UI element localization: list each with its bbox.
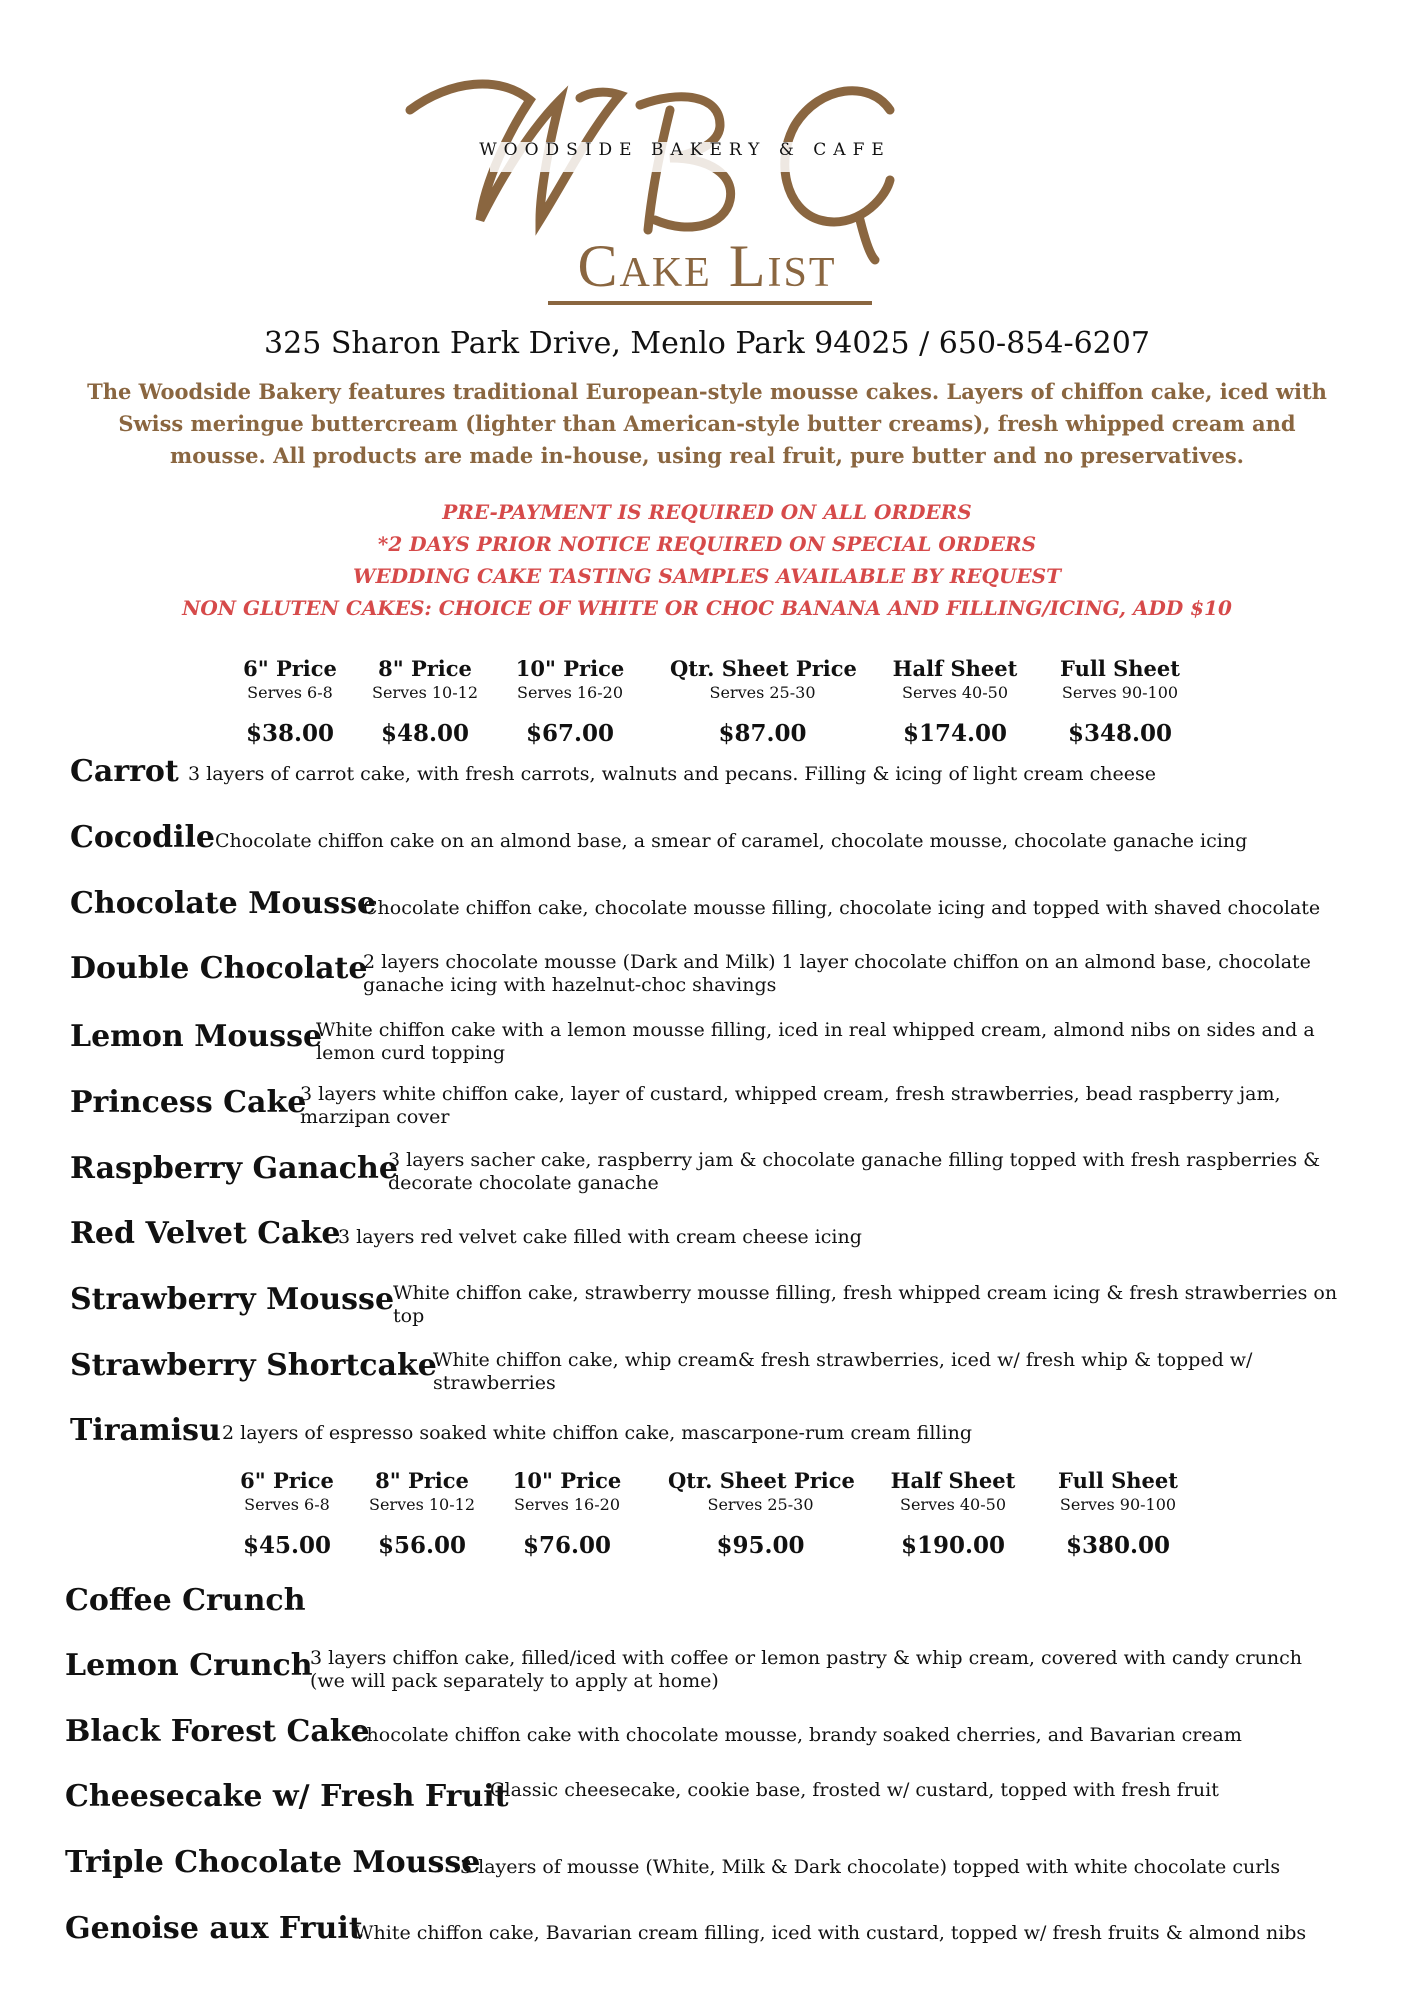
price-serves: Serves 90-100 — [1059, 1495, 1177, 1514]
price-serves: Serves 90-100 — [1061, 683, 1179, 702]
price-value: $348.00 — [1067, 720, 1173, 747]
price-value: $174.00 — [902, 720, 1008, 747]
cake-name-strawberry-mousse: Strawberry Mousse — [70, 1282, 395, 1317]
cake-name-lemon-mousse: Lemon Mousse — [70, 1019, 323, 1054]
price-col — [890, 656, 1020, 747]
price-col — [367, 1468, 477, 1559]
price-col — [240, 656, 340, 747]
price-header: Qtr. Sheet Price — [668, 1468, 855, 1493]
price-header: Half Sheet — [890, 1468, 1016, 1493]
cake-name-black-forest: Black Forest Cake — [65, 1714, 370, 1749]
cake-desc-black-forest: Chocolate chiffon cake with chocolate mousse, brandy soaked cherries, and Bavarian cream — [352, 1724, 1242, 1746]
price-col — [1048, 1468, 1188, 1559]
cake-desc-genoise: White chiffon cake, Bavarian cream filling, iced with custard, topped w/ fresh fruits & almond nibs — [354, 1922, 1307, 1944]
cake-desc-tiramisu: 2 layers of espresso soaked white chiffon cake, mascarpone-rum cream filling — [222, 1422, 972, 1444]
price-serves: Serves 16-20 — [516, 683, 623, 702]
price-col — [512, 1468, 622, 1559]
cake-name-lemon-crunch: Lemon Crunch — [65, 1648, 313, 1683]
price-header: 6" Price — [243, 656, 337, 681]
price-value: $56.00 — [377, 1532, 467, 1559]
price-header: Full Sheet — [1058, 1468, 1178, 1493]
intro-text: The Woodside Bakery features traditional European-style mousse cakes. Layers of chiffon cake, iced with Swiss meringue buttercream (lighter than American-style butter creams), fresh whipped cream and mousse. All products are made in-house, using real fruit, pure butter and no preservatives. — [87, 379, 1327, 468]
price-header: Half Sheet — [892, 656, 1018, 681]
notice-prepayment: PRE-PAYMENT IS REQUIRED ON ALL ORDERS — [442, 500, 972, 524]
cake-desc-lemon-crunch: 3 layers chiffon cake, filled/iced with coffee or lemon pastry & whip cream, covered with candy crunch (we will pack separately to apply at home) — [310, 1647, 1303, 1692]
cake-name-triple-chocolate: Triple Chocolate Mousse — [65, 1845, 481, 1880]
price-header: 6" Price — [240, 1468, 334, 1493]
price-value: $76.00 — [522, 1532, 612, 1559]
notice-tasting: WEDDING CAKE TASTING SAMPLES AVAILABLE BY REQUEST — [352, 564, 1061, 588]
price-serves: Serves 10-12 — [368, 1495, 475, 1514]
page-title: Cake List — [577, 233, 837, 299]
price-serves: Serves 6-8 — [247, 683, 333, 702]
title-underline — [548, 301, 872, 305]
cake-name-tiramisu: Tiramisu — [70, 1413, 221, 1448]
price-col — [237, 1468, 337, 1559]
price-value: $87.00 — [718, 720, 807, 747]
price-col — [515, 656, 625, 747]
price-value: $45.00 — [242, 1532, 332, 1559]
logo-text: WOODSIDE BAKERY & CAFE — [479, 140, 891, 160]
notice-non-gluten: NON GLUTEN CAKES: CHOICE OF WHITE OR CHOC BANANA AND FILLING/ICING, ADD $10 — [182, 596, 1232, 620]
price-header: Full Sheet — [1060, 656, 1180, 681]
address: 325 Sharon Park Drive, Menlo Park 94025 / 650-854-6207 — [264, 326, 1150, 361]
cake-desc-cocodile: Chocolate chiffon cake on an almond base, a smear of caramel, chocolate mousse, chocolate ganache icing — [215, 830, 1248, 852]
cake-name-carrot: Carrot — [70, 754, 179, 789]
price-header: Qtr. Sheet Price — [670, 656, 857, 681]
price-serves: Serves 40-50 — [901, 683, 1008, 702]
notice-prior-notice: *2 DAYS PRIOR NOTICE REQUIRED ON SPECIAL ORDERS — [377, 532, 1037, 556]
cake-name-double-chocolate: Double Chocolate — [70, 951, 368, 986]
price-col — [670, 656, 855, 747]
price-col — [370, 656, 480, 747]
cake-name-raspberry-ganache: Raspberry Ganache — [70, 1151, 398, 1186]
cake-name-coffee-crunch: Coffee Crunch — [65, 1583, 306, 1618]
cake-name-princess-cake: Princess Cake — [70, 1085, 307, 1120]
price-serves: Serves 16-20 — [513, 1495, 620, 1514]
cake-desc-strawberry-mousse: White chiffon cake, strawberry mousse filling, fresh whipped cream icing & fresh strawberries on top — [393, 1282, 1338, 1327]
price-col — [1050, 656, 1190, 747]
cake-desc-princess-cake: 3 layers white chiffon cake, layer of custard, whipped cream, fresh strawberries, bead raspberry jam, marzipan cover — [300, 1083, 1281, 1128]
price-value: $380.00 — [1065, 1532, 1171, 1559]
price-value: $190.00 — [900, 1532, 1006, 1559]
cake-desc-raspberry-ganache: 3 layers sacher cake, raspberry jam & chocolate ganache filling topped with fresh raspberries & decorate chocolate ganache — [388, 1149, 1321, 1194]
price-header: 10" Price — [512, 1468, 622, 1493]
cake-name-cocodile: Cocodile — [70, 820, 216, 855]
price-col — [668, 1468, 853, 1559]
price-col — [888, 1468, 1018, 1559]
cake-name-chocolate-mousse: Chocolate Mousse — [70, 886, 377, 921]
price-value: $95.00 — [716, 1532, 805, 1559]
cake-name-cheesecake: Cheesecake w/ Fresh Fruit — [65, 1779, 509, 1814]
cake-desc-chocolate-mousse: Chocolate chiffon cake, chocolate mousse filling, chocolate icing and topped with shaved chocolate — [363, 897, 1321, 919]
price-serves: Serves 40-50 — [899, 1495, 1006, 1514]
cake-desc-double-chocolate: 2 layers chocolate mousse (Dark and Milk) 1 layer chocolate chiffon on an almond base, chocolate ganache icing with hazelnut-choc shavings — [363, 951, 1311, 996]
price-serves: Serves 25-30 — [707, 1495, 814, 1514]
cake-name-strawberry-shortcake: Strawberry Shortcake — [70, 1348, 437, 1383]
price-value: $67.00 — [525, 720, 615, 747]
cake-desc-red-velvet: 3 layers red velvet cake filled with cream cheese icing — [338, 1226, 862, 1248]
cake-name-red-velvet: Red Velvet Cake — [70, 1216, 341, 1251]
price-header: 8" Price — [375, 1468, 469, 1493]
price-header: 10" Price — [515, 656, 625, 681]
price-value: $48.00 — [380, 720, 470, 747]
cake-name-genoise: Genoise aux Fruit — [65, 1911, 363, 1946]
price-header: 8" Price — [378, 656, 472, 681]
cake-desc-strawberry-shortcake: White chiffon cake, whip cream& fresh strawberries, iced w/ fresh whip & topped w/ strawberries — [433, 1349, 1253, 1394]
cake-desc-triple-chocolate: 3 layers of mousse (White, Milk & Dark chocolate) topped with white chocolate curls — [460, 1856, 1281, 1878]
cake-desc-cheesecake: Classic cheesecake, cookie base, frosted w/ custard, topped with fresh fruit — [490, 1779, 1219, 1801]
cake-desc-lemon-mousse: White chiffon cake with a lemon mousse filling, iced in real whipped cream, almond nibs on sides and a lemon curd topping — [316, 1019, 1315, 1064]
price-serves: Serves 25-30 — [709, 683, 816, 702]
price-value: $38.00 — [245, 720, 335, 747]
price-serves: Serves 10-12 — [371, 683, 478, 702]
price-serves: Serves 6-8 — [244, 1495, 330, 1514]
cake-desc-carrot: 3 layers of carrot cake, with fresh carrots, walnuts and pecans. Filling & icing of light cream cheese — [188, 763, 1156, 785]
notices — [0, 496, 1414, 624]
